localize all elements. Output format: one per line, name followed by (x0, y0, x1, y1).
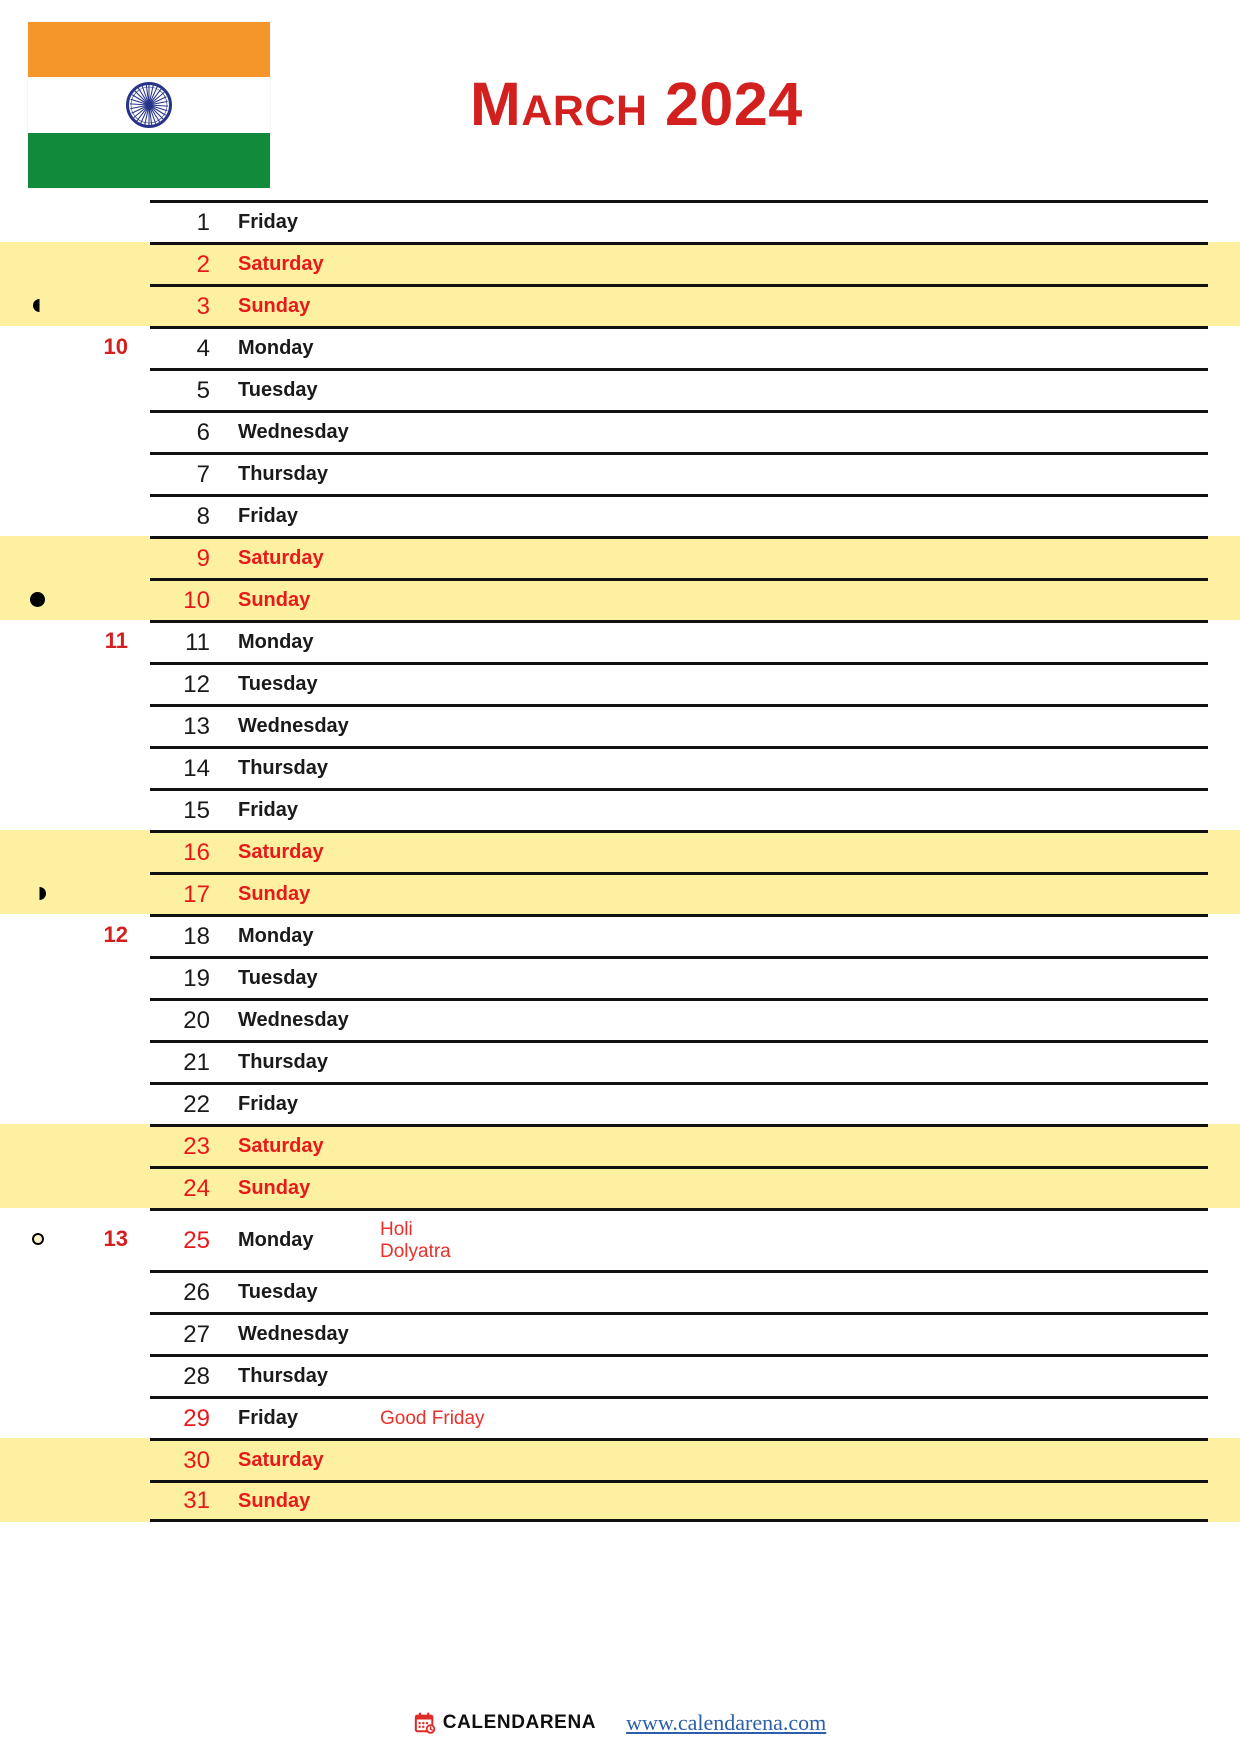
weekday-name: Sunday (238, 1177, 311, 1199)
day-cell[interactable] (150, 1480, 1208, 1522)
row-gutter (0, 536, 150, 578)
weekday-name: Wednesday (238, 1009, 349, 1031)
day-cell[interactable] (150, 788, 1208, 830)
day-number: 6 (196, 418, 210, 446)
day-number: 23 (183, 1132, 210, 1160)
day-number: 29 (183, 1404, 210, 1432)
day-number: 28 (183, 1362, 210, 1390)
weekday-name: Thursday (238, 1365, 329, 1387)
weekday-name: Wednesday (238, 421, 349, 443)
new-moon-icon (30, 592, 45, 607)
calendar-row[interactable] (0, 410, 1240, 452)
weekday-name: Sunday (238, 1489, 311, 1512)
calendar-row[interactable] (0, 1040, 1240, 1082)
day-cell[interactable] (150, 1312, 1208, 1354)
row-gutter (0, 284, 150, 326)
row-gutter (0, 410, 150, 452)
weekday-name: Monday (238, 631, 314, 653)
day-number: 11 (185, 628, 210, 656)
day-cell[interactable] (150, 914, 1208, 956)
weekday-name: Wednesday (238, 1323, 349, 1345)
holiday-list (368, 1219, 1208, 1262)
weekday-name: Monday (238, 1229, 314, 1251)
calendar-row[interactable] (0, 914, 1240, 956)
row-gutter (0, 746, 150, 788)
weekday-name: Saturday (238, 841, 324, 863)
calendar-row[interactable] (0, 326, 1240, 368)
row-gutter (0, 578, 150, 620)
weekday-name: Saturday (238, 253, 324, 275)
row-gutter (0, 830, 150, 872)
week-number: 11 (104, 628, 128, 653)
calendar-row[interactable] (0, 956, 1240, 998)
day-number: 17 (183, 880, 210, 908)
day-number: 8 (196, 502, 210, 530)
day-number: 18 (183, 922, 210, 950)
day-number: 4 (196, 334, 210, 362)
day-cell[interactable] (150, 830, 1208, 872)
brand-name: CALENDARENA (442, 1712, 597, 1733)
calendar-table (0, 200, 1240, 1522)
calendar-row[interactable] (0, 746, 1240, 788)
row-gutter (0, 368, 150, 410)
day-cell[interactable] (150, 410, 1208, 452)
row-gutter (0, 494, 150, 536)
day-number: 5 (196, 376, 210, 404)
row-gutter (0, 914, 150, 956)
day-cell[interactable] (150, 704, 1208, 746)
day-cell[interactable] (150, 452, 1208, 494)
day-cell[interactable] (150, 662, 1208, 704)
calendar-row[interactable] (0, 1396, 1240, 1438)
calendar-row[interactable] (0, 998, 1240, 1040)
page-header (0, 0, 1240, 200)
row-gutter (0, 1396, 150, 1438)
week-number: 13 (103, 1226, 128, 1251)
row-gutter (0, 788, 150, 830)
week-number: 10 (103, 334, 128, 359)
row-gutter (0, 242, 150, 284)
calendar-row[interactable] (0, 242, 1240, 284)
row-gutter (0, 620, 150, 662)
full-moon-icon (32, 1233, 44, 1245)
day-cell[interactable] (150, 746, 1208, 788)
day-number: 2 (196, 250, 210, 278)
day-cell[interactable] (150, 1354, 1208, 1396)
weekday-name: Saturday (238, 1135, 324, 1157)
calendar-row[interactable] (0, 1270, 1240, 1312)
day-number: 31 (183, 1487, 210, 1514)
weekday-name: Friday (238, 1407, 299, 1429)
row-gutter (0, 704, 150, 746)
calendar-row[interactable] (0, 452, 1240, 494)
row-gutter (0, 1480, 150, 1522)
last-quarter-moon-icon (33, 299, 46, 312)
day-cell[interactable] (150, 998, 1208, 1040)
day-cell[interactable] (150, 284, 1208, 326)
day-cell[interactable] (150, 1438, 1208, 1480)
weekday-name: Tuesday (238, 1281, 318, 1303)
weekday-name: Sunday (238, 883, 311, 905)
flag-band-green (28, 133, 270, 188)
holiday-name: Holi (380, 1219, 413, 1241)
ashoka-chakra-icon (124, 80, 174, 130)
row-gutter (0, 200, 150, 242)
india-flag (28, 22, 270, 188)
day-number: 1 (196, 208, 210, 236)
row-gutter (0, 1312, 150, 1354)
row-gutter (0, 956, 150, 998)
day-number: 16 (183, 838, 210, 866)
weekday-name: Thursday (238, 757, 329, 779)
row-gutter (0, 872, 150, 914)
calendar-row[interactable] (0, 1438, 1240, 1480)
weekday-name: Sunday (238, 295, 311, 317)
calendar-row[interactable] (0, 1354, 1240, 1396)
weekday-name: Tuesday (238, 967, 318, 989)
day-cell[interactable] (150, 872, 1208, 914)
calendar-row[interactable] (0, 494, 1240, 536)
day-number: 26 (183, 1278, 210, 1306)
row-gutter (0, 998, 150, 1040)
weekday-name: Friday (238, 505, 299, 527)
calendar-row[interactable] (0, 368, 1240, 410)
day-cell[interactable] (150, 242, 1208, 284)
day-number: 24 (183, 1174, 210, 1202)
day-number: 20 (183, 1006, 210, 1034)
calendar-row[interactable] (0, 662, 1240, 704)
day-number: 9 (196, 544, 210, 572)
calendar-row[interactable] (0, 200, 1240, 242)
calendar-row[interactable] (0, 704, 1240, 746)
day-number: 30 (183, 1446, 210, 1474)
calendar-row[interactable] (0, 1480, 1240, 1522)
calendar-row[interactable] (0, 284, 1240, 326)
calendar-row[interactable] (0, 620, 1240, 662)
holiday-name: Good Friday (380, 1407, 485, 1429)
weekday-name: Tuesday (238, 673, 318, 695)
calendar-icon (414, 1712, 436, 1734)
weekday-name: Wednesday (238, 715, 349, 737)
day-cell[interactable] (150, 578, 1208, 620)
day-cell[interactable] (150, 1270, 1208, 1312)
day-cell[interactable] (150, 956, 1208, 998)
calendar-row[interactable] (0, 1124, 1240, 1166)
day-number: 12 (183, 670, 210, 698)
weekday-name: Monday (238, 925, 314, 947)
day-number: 21 (183, 1048, 210, 1076)
holiday-name: Dolyatra (380, 1240, 451, 1262)
row-gutter (0, 1082, 150, 1124)
weekday-name: Friday (238, 1093, 299, 1115)
day-cell[interactable] (150, 326, 1208, 368)
weekday-name: Tuesday (238, 379, 318, 401)
weekday-name: Friday (238, 211, 299, 233)
row-gutter (0, 452, 150, 494)
day-number: 15 (183, 796, 210, 824)
day-number: 3 (196, 292, 210, 320)
day-cell[interactable] (150, 1040, 1208, 1082)
weekday-name: Thursday (238, 463, 329, 485)
calendar-row[interactable] (0, 788, 1240, 830)
calendar-row[interactable] (0, 578, 1240, 620)
page-footer (0, 1710, 1240, 1736)
day-number: 25 (183, 1226, 210, 1254)
row-gutter (0, 1270, 150, 1312)
weekday-name: Monday (238, 337, 314, 359)
page-title: March 2024 (470, 70, 803, 138)
day-number: 22 (183, 1090, 210, 1118)
day-cell[interactable] (150, 1208, 1208, 1270)
day-number: 14 (183, 754, 210, 782)
day-cell[interactable] (150, 620, 1208, 662)
day-cell[interactable] (150, 494, 1208, 536)
row-gutter (0, 1040, 150, 1082)
day-cell[interactable] (150, 1166, 1208, 1208)
calendar-row[interactable] (0, 1166, 1240, 1208)
row-gutter (0, 326, 150, 368)
website-link[interactable]: www.calendarena.com (626, 1710, 827, 1735)
weekday-name: Friday (238, 799, 299, 821)
day-cell[interactable] (150, 1124, 1208, 1166)
weekday-name: Thursday (238, 1051, 329, 1073)
calendar-row[interactable] (0, 1082, 1240, 1124)
calendar-row[interactable] (0, 1312, 1240, 1354)
calendar-row[interactable] (0, 536, 1240, 578)
row-gutter (0, 1438, 150, 1480)
week-number: 12 (103, 922, 128, 947)
brand-logo (414, 1712, 596, 1734)
row-gutter (0, 1354, 150, 1396)
row-gutter (0, 662, 150, 704)
calendar-row[interactable] (0, 1208, 1240, 1270)
row-gutter (0, 1166, 150, 1208)
holiday-list (368, 1408, 1208, 1429)
calendar-row[interactable] (0, 830, 1240, 872)
calendar-row[interactable] (0, 872, 1240, 914)
weekday-name: Saturday (238, 547, 324, 569)
day-cell[interactable] (150, 1082, 1208, 1124)
day-number: 13 (183, 712, 210, 740)
day-cell[interactable] (150, 1396, 1208, 1438)
day-cell[interactable] (150, 200, 1208, 242)
row-gutter (0, 1208, 150, 1270)
flag-band-saffron (28, 22, 270, 77)
weekday-name: Sunday (238, 589, 311, 611)
day-cell[interactable] (150, 368, 1208, 410)
day-number: 19 (183, 964, 210, 992)
flag-band-white (28, 77, 270, 132)
day-number: 27 (183, 1320, 210, 1348)
day-number: 10 (183, 586, 210, 614)
weekday-name: Saturday (238, 1449, 324, 1471)
first-quarter-moon-icon (33, 887, 46, 900)
day-number: 7 (196, 460, 210, 488)
day-cell[interactable] (150, 536, 1208, 578)
row-gutter (0, 1124, 150, 1166)
